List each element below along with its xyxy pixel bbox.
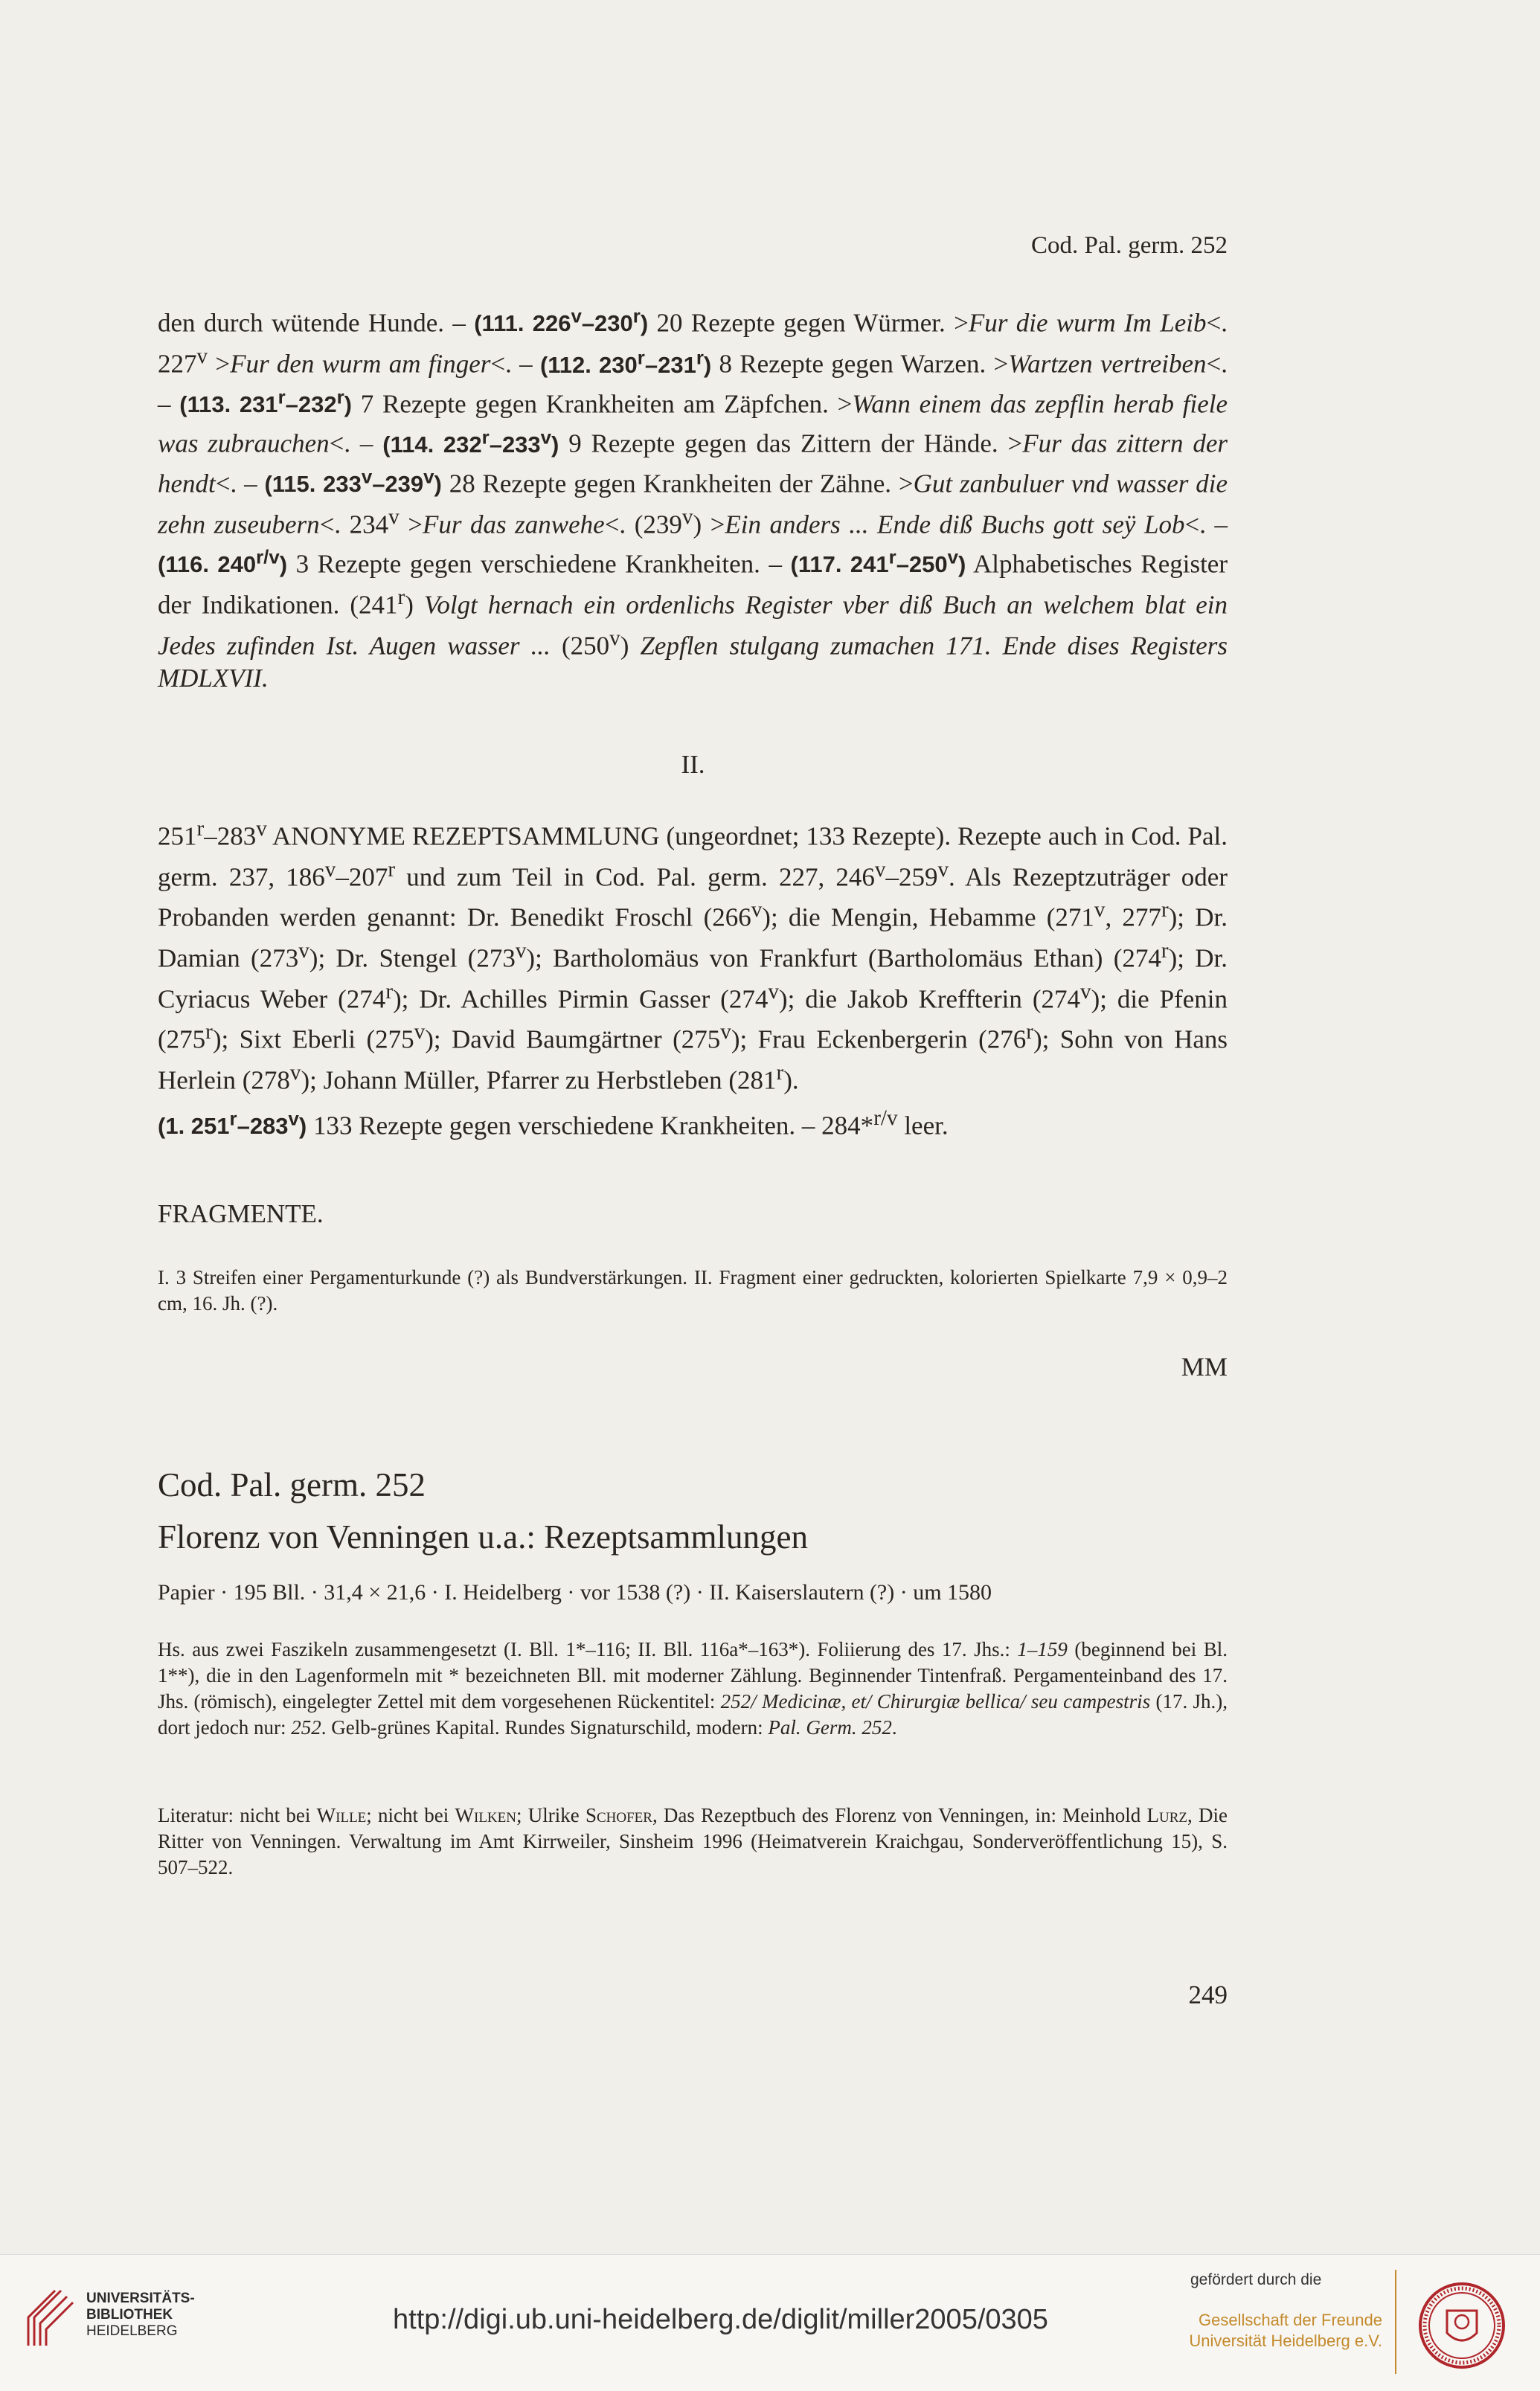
fragmente-heading: FRAGMENTE. xyxy=(158,1199,324,1228)
entry-description: Hs. aus zwei Faszikeln zusammengesetzt (I. Bll. 1*–116; II. Bll. 116a*–163*). Foliierung des 17. Jhs.: 1–159 (beginnend bei Bl. 1**), die in den Lagenformeln mit * bezeichneten Bll. mit moderner Zählung. Beginnender Tintenfraß. Pergamenteinband des 17. Jhs. (römisch), eingelegter Zettel mit dem vorgesehenen Rückentitel: 252/ Medicinæ, et/ Chirurgiæ bellica/ seu campestris (17. Jh.), dort jedoch nur: 252. Gelb-grünes Kapital. Rundes Signaturschild, modern: Pal. Germ. 252. xyxy=(158,1638,1228,1739)
footer-bar xyxy=(0,2254,1540,2391)
page-url-link[interactable]: http://digi.ub.uni-heidelberg.de/diglit/miller2005/0305 xyxy=(393,2304,1048,2335)
sponsor-name: Gesellschaft der Freunde Universität Heidelberg e.V. xyxy=(1189,2311,1382,2350)
page-number: 249 xyxy=(1188,1980,1228,2009)
entry-title: Cod. Pal. germ. 252 xyxy=(158,1466,426,1503)
entry-continuation xyxy=(158,301,1228,695)
entry-meta: Papier · 195 Bll. · 31,4 × 21,6 · I. Heidelberg · vor 1538 (?) · II. Kaiserslautern (?) · um 1580 xyxy=(158,1580,992,1605)
entry-subtitle: Florenz von Venningen u.a.: Rezeptsammlungen xyxy=(158,1518,808,1556)
university-library-logo-icon xyxy=(18,2286,77,2349)
fragmente-block xyxy=(158,1265,1228,1317)
fragmente-text: I. 3 Streifen einer Pergamenturkunde (?) als Bundverstärkungen. II. Fragment einer gedruckten, kolorierten Spielkarte 7,9 × 0,9–2 cm, 16. Jh. (?). xyxy=(158,1266,1228,1315)
entry-literature: Literatur: nicht bei Wille; nicht bei Wilken; Ulrike Schofer, Das Rezeptbuch des Florenz von Venningen, in: Meinhold Lurz, Die Ritter von Venningen. Verwaltung im Amt Kirrweiler, Sinsheim 1996 (Heimatverein Kraichgau, Sonderveröffentlichung 15), S. 507–522. xyxy=(158,1804,1228,1878)
entry-description-block xyxy=(158,1637,1228,1741)
running-header: Cod. Pal. germ. 252 xyxy=(1031,232,1228,259)
library-name: UNIVERSITÄTS- BIBLIOTHEK HEIDELBERG xyxy=(86,2291,195,2339)
section-2-paragraph: 251$^r$–283$^v$ ANONYME REZEPTSAMMLUNG (ungeordnet; 133 Rezepte). Rezepte auch in Cod. Pal. germ. 237, 186$^v$–207$^r$ und zum Teil in Cod. Pal. germ. 227, 246$^v$–259$^v$. Als Rezeptzuträger oder Probanden werden genannt: Dr. Benedikt Froschl (266$^v$); die Mengin, Hebamme (271$^v$, 277$^r$); Dr. Damian (273$^v$); Dr. Stengel (273$^v$); Bartholomäus von Frankfurt (Bartholomäus Ethan) (274$^r$); Dr. Cyriacus Weber (274$^r$); Dr. Achilles Pirmin Gasser (274$^v$); die Jakob Kreffterin (274$^v$); die Pfenin (275$^r$); Sixt Eberli (275$^v$); David Baumgärtner (275$^v$); Frau Eckenbergerin (276$^r$); Sohn von Hans Herlein (278$^v$); Johann Müller, Pfarrer zu Herbstleben (281$^r$). xyxy=(158,817,1228,1095)
author-initials: MM xyxy=(1181,1352,1228,1381)
recipe-list-paragraph: den durch wütende Hunde. – (111. 226$^v$–230$^r$) 20 Rezepte gegen Würmer. >Fur die wurm Im Leib<. $227^v >Fur$ den wurm am finger<. – (112. 230$^r$–231$^r$) 8 Rezepte gegen Warzen. >Wartzen vertreiben<. – (113. 231$^r$–232$^r$) 7 Rezepte gegen Krankheiten am Zäpfchen. >Wann einem das zepflin herab fiele was zubrauchen<. – (114. 232$^r$–233$^v$) 9 Rezepte gegen das Zittern der Hände. >Fur das zittern der hendt<. – (115. 233$^v$–239$^v$) 28 Rezepte gegen Krankheiten der Zähne. >Gut zanbuluer vnd wasser die zehn zuseubern<. $234^v >Fur$ das zanwehe<. $(239^v) >Ein$ anders ... Ende diß Buchs gott seӱ Lob<. – (116. $240^{r/v}$) 3 Rezepte gegen verschiedene Krankheiten. – (117. 241$^r$–250$^v$) Alphabetisches Register der Indikationen. (241$^r$) Volgt hernach ein ordenlichs Register vber diß Buch an welchem blat ein Jedes zufinden Ist. Augen wasser ... (250$^v$) Zepflen stulgang zumachen 171. Ende dises Registers MDLXVII. xyxy=(158,307,1228,693)
section-2-contents: (1. 251$^r$–283$^v$) 133 Rezepte gegen verschiedene Krankheiten. – 284*$^{r/v}$ leer. xyxy=(158,1105,949,1140)
footer-divider xyxy=(1395,2270,1396,2374)
section-2 xyxy=(158,812,1228,1143)
entry-meta-block xyxy=(158,1580,1228,1605)
entry-literature-block xyxy=(158,1803,1228,1881)
university-seal-icon xyxy=(1417,2281,1507,2370)
sponsor-intro: gefördert durch die xyxy=(1190,2271,1322,2288)
section-numeral: II. xyxy=(681,750,705,779)
